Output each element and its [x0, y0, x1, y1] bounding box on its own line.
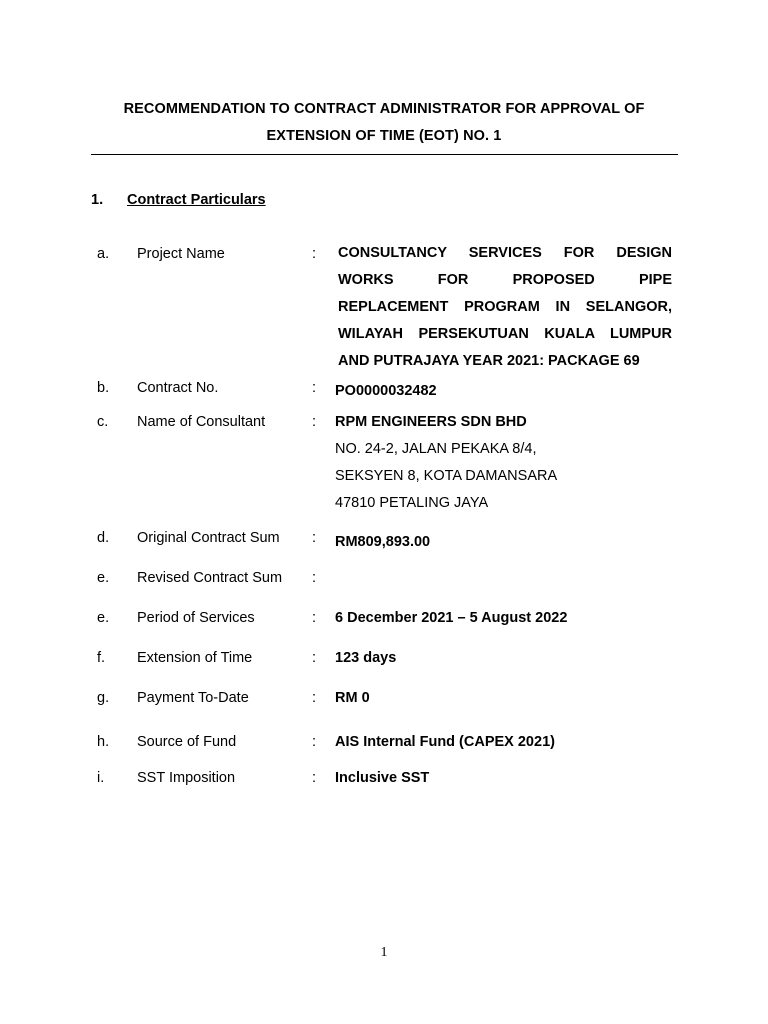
original-contract-sum-value: RM809,893.00 — [335, 534, 431, 550]
document-title-line-1: RECOMMENDATION TO CONTRACT ADMINISTRATOR FOR APPROVAL OF — [123, 101, 645, 117]
row-colon: : — [312, 530, 317, 546]
row-colon: : — [312, 690, 317, 706]
row-letter: e. — [97, 570, 110, 586]
row-colon: : — [312, 380, 317, 396]
row-label: Contract No. — [137, 380, 219, 396]
row-letter: f. — [97, 650, 106, 666]
row-colon: : — [312, 770, 317, 786]
period-of-services-value: 6 December 2021 – 5 August 2022 — [335, 610, 568, 626]
sst-imposition-value: Inclusive SST — [335, 770, 430, 786]
contract-no-value: PO0000032482 — [335, 383, 437, 399]
row-label: Extension of Time — [137, 650, 253, 666]
row-letter: a. — [97, 246, 110, 262]
row-label: Project Name — [137, 246, 225, 262]
row-label: Payment To-Date — [137, 690, 249, 706]
source-of-fund-value: AIS Internal Fund (CAPEX 2021) — [335, 734, 555, 750]
row-colon: : — [312, 570, 317, 586]
row-label: Source of Fund — [137, 734, 237, 750]
consultant-address-line: SEKSYEN 8, KOTA DAMANSARA — [335, 468, 558, 484]
row-letter: i. — [97, 770, 105, 786]
row-letter: b. — [97, 380, 110, 396]
row-letter: h. — [97, 734, 110, 750]
row-label: Period of Services — [137, 610, 255, 626]
row-colon: : — [312, 610, 317, 626]
consultant-address-line: NO. 24-2, JALAN PEKAKA 8/4, — [335, 441, 537, 457]
row-label: Original Contract Sum — [137, 530, 280, 546]
row-colon: : — [312, 414, 317, 430]
row-colon: : — [312, 734, 317, 750]
page-number: 1 — [380, 945, 388, 960]
payment-to-date-value: RM 0 — [335, 690, 370, 706]
row-label: SST Imposition — [137, 770, 236, 786]
section-number: 1. — [91, 192, 104, 208]
row-label: Name of Consultant — [137, 414, 266, 430]
row-letter: d. — [97, 530, 110, 546]
row-letter: c. — [97, 414, 109, 430]
consultant-address-line: 47810 PETALING JAYA — [335, 495, 489, 511]
title-divider — [91, 154, 678, 155]
row-letter: g. — [97, 690, 110, 706]
row-colon: : — [312, 650, 317, 666]
document-title-line-2: EXTENSION OF TIME (EOT) NO. 1 — [266, 128, 502, 144]
project-name-value: CONSULTANCY SERVICES FOR DESIGN WORKS FOR PROPOSED PIPE REPLACEMENT PROGRAM IN SELANGOR, WILAYAH PERSEKUTUAN KUALA LUMPUR AND PUTRAJAYA YEAR 2021: PACKAGE 69 — [338, 245, 672, 369]
consultant-name-value: RPM ENGINEERS SDN BHD — [335, 414, 527, 430]
row-colon: : — [312, 246, 317, 262]
row-letter: e. — [97, 610, 110, 626]
section-title: Contract Particulars — [127, 192, 266, 208]
row-label: Revised Contract Sum — [137, 570, 283, 586]
extension-of-time-value: 123 days — [335, 650, 397, 666]
